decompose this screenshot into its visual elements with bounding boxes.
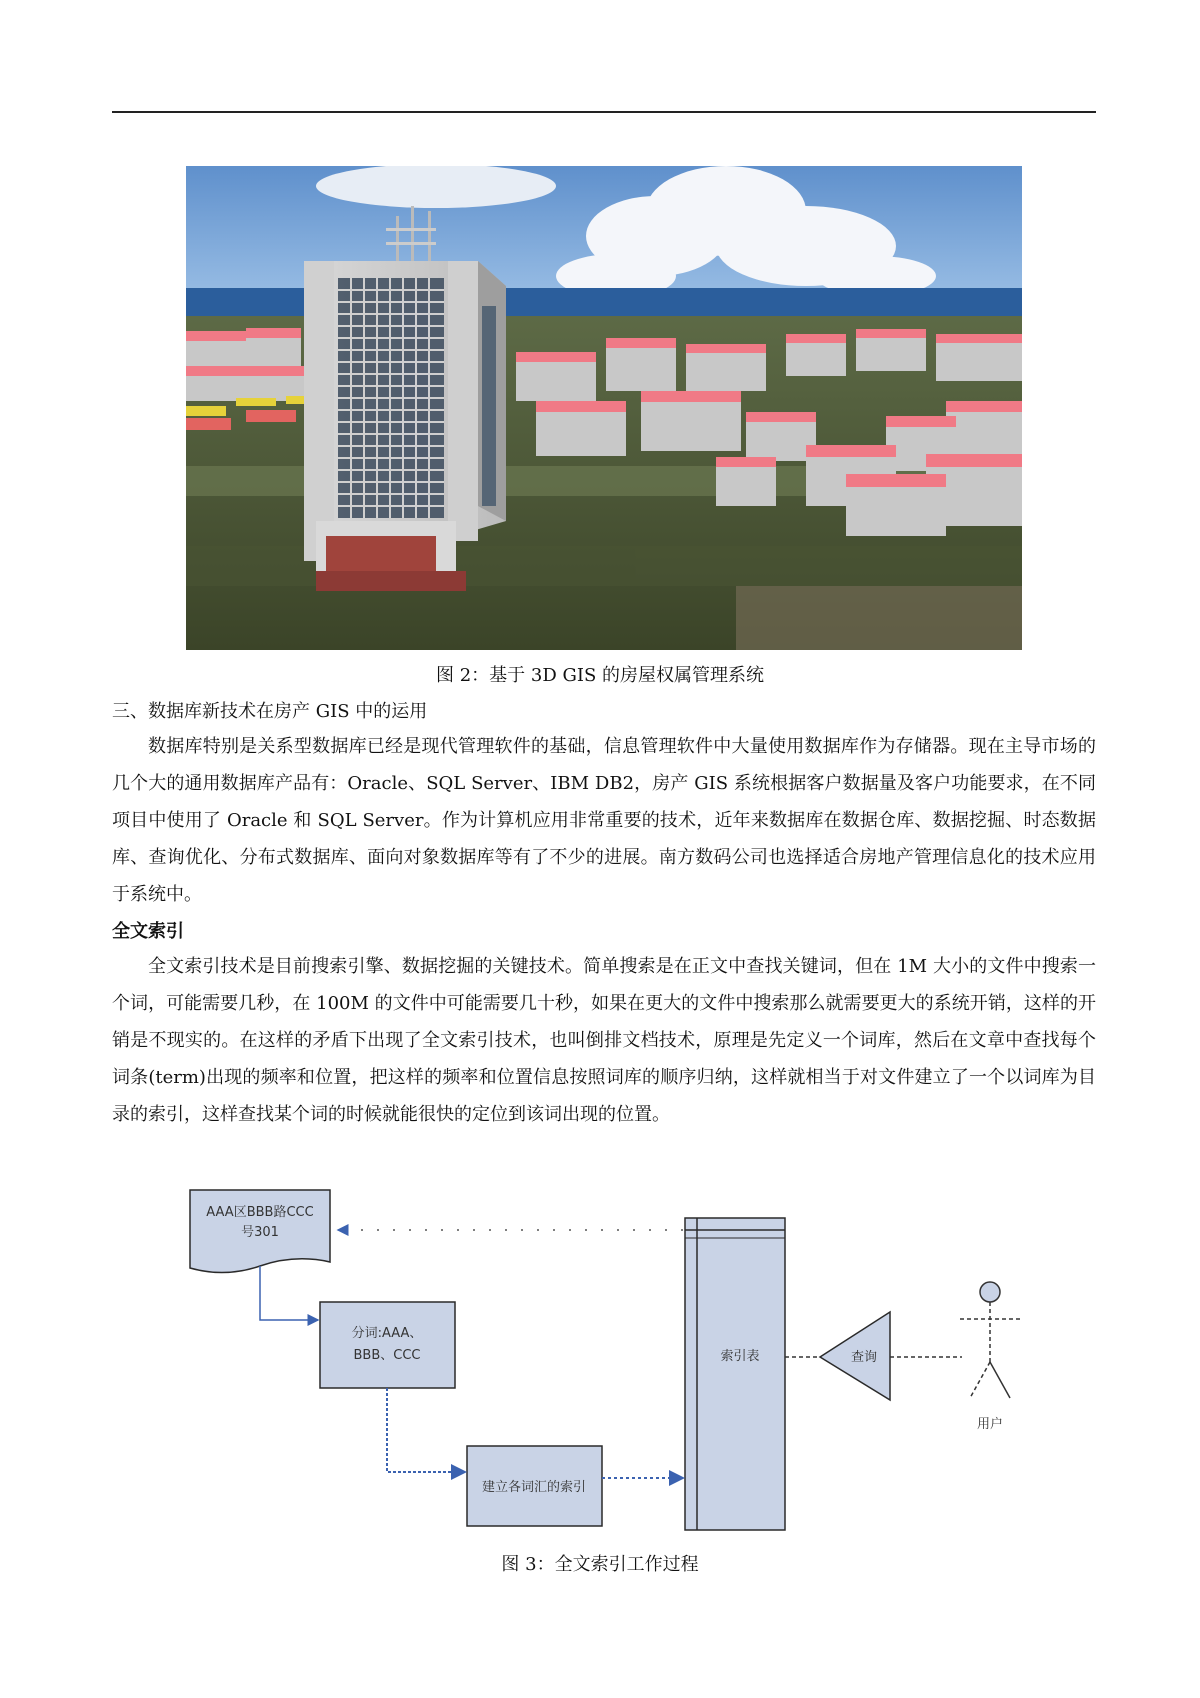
section-heading-database-tech: 三、数据库新技术在房产 GIS 中的运用 <box>112 701 428 722</box>
figure-2-caption: 图 2：基于 3D GIS 的房屋权属管理系统 <box>435 665 765 686</box>
fulltext-index-paragraph: 全文索引技术是目前搜索引擎、数据挖掘的关键技术。简单搜索是在正文中查找关键词，但在 1M 大小的文件中搜索一个词，可能需要几秒，在 100M 的文件中可能需要几十秒，如果在更大的文件中搜索那么就需要更大的系统开销，这样的开销是不现实的。在这样的矛盾下出现了全文索引技术，也叫倒排文档技术，原理是先定义一个词库，然后在文章中查找每个词条(term)出现的频率和位置，把这样的频率和位置信息按照词库的顺序归纳，这样就相当于对文件建立了一个以词库为目录的索引，这样查找某个词的时候就能很快的定位到该词出现的位置。 <box>112 956 1096 1125</box>
database-tech-paragraph: 数据库特别是关系型数据库已经是现代管理软件的基础，信息管理软件中大量使用数据库作为存储器。现在主导市场的几个大的通用数据库产品有：Oracle、SQL Server、IBM DB2，房产 GIS 系统根据客户数据量及客户功能要求，在不同项目中使用了 Oracle 和 SQL Server。作为计算机应用非常重要的技术，近年来数据库在数据仓库、数据挖掘、时态数据库、查询优化、分布式数据库、面向对象数据库等有了不少的进展。南方数码公司也选择适合房地产管理信息化的技术应用于系统中。 <box>112 736 1096 905</box>
user-label: 用户 <box>976 1417 1004 1432</box>
build-index-box <box>467 1446 602 1526</box>
main-tower <box>304 206 506 591</box>
document-text-line1: AAA区BBB路CCC <box>206 1205 314 1220</box>
section-heading-fulltext-index: 全文索引 <box>112 921 184 942</box>
source-document-shape <box>190 1190 330 1273</box>
segmentation-box <box>320 1302 455 1388</box>
query-shape <box>820 1312 890 1400</box>
header-rule <box>112 111 1096 113</box>
build-index-text: 建立各词汇的索引 <box>481 1480 587 1495</box>
segmentation-text-line2: BBB、CCC <box>353 1348 421 1363</box>
query-text: 查询 <box>850 1350 878 1365</box>
3d-gis-building-image <box>186 166 1022 650</box>
user-figure <box>960 1282 1020 1398</box>
index-table-text: 索引表 <box>720 1349 760 1364</box>
figure-3-caption: 图 3：全文索引工作过程 <box>501 1554 699 1575</box>
segmentation-text-line1: 分词:AAA、 <box>351 1326 423 1341</box>
index-table-box <box>685 1218 785 1530</box>
fulltext-index-diagram <box>180 1182 1040 1538</box>
document-text-line2: 号301 <box>241 1225 279 1240</box>
